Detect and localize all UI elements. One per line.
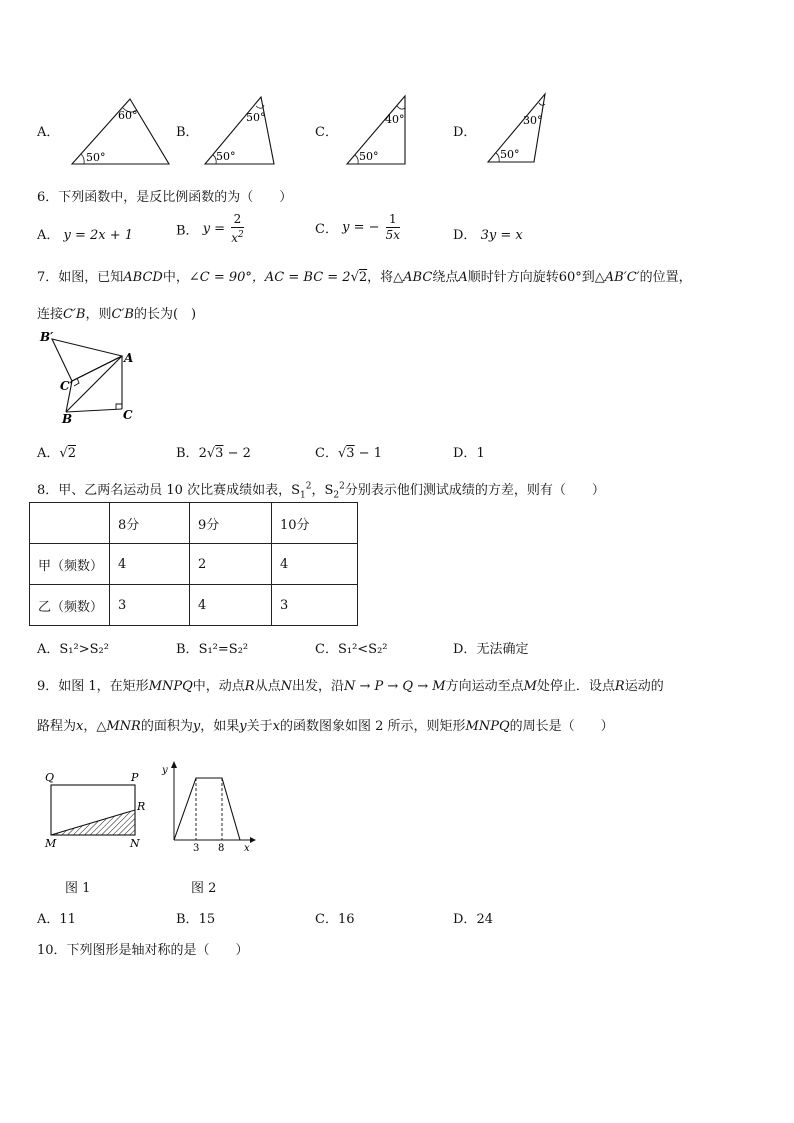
q5-c-angle-bottom: 50° xyxy=(359,150,379,163)
q9-fig2-y-label: y xyxy=(162,765,168,776)
q9-fig2-tick-8: 8 xyxy=(218,843,225,854)
q9-fig2-caption: 图 2 xyxy=(191,881,217,896)
q9-var: MNPQ xyxy=(148,679,193,694)
q9-text: 从点 xyxy=(254,679,281,694)
q6-c-denominator: 5x xyxy=(385,228,401,242)
q9-text: 关于 xyxy=(246,719,273,734)
q8-stem xyxy=(37,479,605,501)
q9-var: R xyxy=(614,679,625,694)
q9-var: y xyxy=(192,719,201,734)
q6-b-label: B． xyxy=(176,223,199,239)
q5-option-a-label[interactable]: A． xyxy=(37,125,60,140)
table-header-cell: 10分 xyxy=(272,503,358,544)
table-cell: 4 xyxy=(110,544,190,585)
q5-triangle-a xyxy=(66,95,176,167)
q9-fig2-x-label: x xyxy=(244,843,250,854)
q6-option-d[interactable] xyxy=(453,224,523,243)
q7-text: 的长为( ) xyxy=(133,307,197,322)
q9-a-value: 11 xyxy=(59,912,76,927)
q7-b-label: B． xyxy=(176,446,199,461)
q7-b-root: 3 xyxy=(215,446,224,461)
q9-fig1-m: M xyxy=(45,837,57,850)
q6-a-label: A． xyxy=(37,228,60,243)
table-cell: 2 xyxy=(190,544,272,585)
q7-text: 7．如图，已知 xyxy=(37,270,124,285)
q8-b-label: B． xyxy=(176,642,199,657)
q9-text: 的周长是（ ） xyxy=(509,719,614,734)
q6-c-numerator: 1 xyxy=(386,212,400,228)
q9-d-label: D． xyxy=(453,912,477,927)
q7-figure xyxy=(36,328,136,424)
q8-sub: 1 xyxy=(299,490,306,501)
q9-b-value: 15 xyxy=(198,912,216,927)
q7-seg: C′B xyxy=(63,307,86,322)
q7-option-c[interactable] xyxy=(315,442,382,461)
q7-c-root: 3 xyxy=(346,446,355,461)
q7-label-b-prime: B′ xyxy=(40,330,54,344)
q8-text: 分别表示他们测试成绩的方差，则有（ ） xyxy=(344,483,605,498)
q8-sub: 2 xyxy=(333,490,340,501)
q9-fig1-caption: 图 1 xyxy=(65,881,91,896)
q9-c-value: 16 xyxy=(337,912,355,927)
q9-var: x xyxy=(76,719,84,734)
q9-text: 中，动点 xyxy=(192,679,245,694)
q7-text: 的位置， xyxy=(639,270,692,285)
q6-d-expr: 3y = x xyxy=(480,228,523,243)
sqrt-icon: √ xyxy=(350,270,359,285)
q9-var: MNPQ xyxy=(465,719,510,734)
table-cell: 4 xyxy=(190,585,272,626)
q5-option-c-label[interactable]: C． xyxy=(315,125,338,140)
q8-option-b[interactable] xyxy=(176,638,248,657)
q9-fig1-p: P xyxy=(131,771,139,784)
q9-figure-2 xyxy=(160,760,260,854)
q9-option-d[interactable] xyxy=(453,908,493,927)
q7-text: 中， xyxy=(162,270,189,285)
q5-triangle-d xyxy=(484,91,554,165)
q7-option-d[interactable] xyxy=(453,442,485,461)
q9-fig1-n: N xyxy=(130,837,140,850)
q7-label-a: A xyxy=(124,351,134,365)
q9-c-label: C． xyxy=(315,912,338,927)
q7-angle-c: ∠C = 90°， xyxy=(188,270,265,285)
q7-a-root: 2 xyxy=(67,446,76,461)
q9-option-b[interactable] xyxy=(176,908,215,927)
sqrt-icon: √ xyxy=(206,446,216,461)
q7-label-c-prime: C′ xyxy=(60,379,73,393)
q8-b-text: S₁²=S₂² xyxy=(198,642,249,657)
table-cell: 4 xyxy=(272,544,358,585)
q6-option-a[interactable] xyxy=(37,224,133,243)
q6-d-label: D． xyxy=(453,228,477,243)
q7-text: 到 xyxy=(581,270,595,285)
q7-seg: C′B xyxy=(111,307,134,322)
q7-stem-line1 xyxy=(37,266,692,285)
q6-b-lhs: y = xyxy=(202,221,226,237)
q8-option-c[interactable] xyxy=(315,638,388,657)
q6-b-numerator: 2 xyxy=(231,212,244,228)
q5-b-angle-bottom: 50° xyxy=(216,150,236,163)
q7-option-b[interactable] xyxy=(176,442,251,461)
q7-a-label: A． xyxy=(37,446,60,461)
q7-stem-line2 xyxy=(37,303,196,322)
q9-var: R xyxy=(244,679,255,694)
q5-option-d-label[interactable]: D． xyxy=(453,125,477,140)
q7-root: 2 xyxy=(358,270,368,285)
q8-a-label: A． xyxy=(37,642,60,657)
q7-label-b: B xyxy=(62,412,73,424)
q7-point: A xyxy=(458,270,468,285)
q8-sup: 2 xyxy=(305,481,312,492)
q5-d-angle-top: 30° xyxy=(523,114,543,127)
table-row xyxy=(30,585,358,626)
q9-option-c[interactable] xyxy=(315,908,355,927)
table-header-row xyxy=(30,503,358,544)
q7-c-label: C． xyxy=(315,446,338,461)
table-header-cell: 8分 xyxy=(110,503,190,544)
q8-d-label: D． xyxy=(453,642,477,657)
q7-text: 顺时针方向旋转 xyxy=(467,270,559,285)
q6-c-lhs: y = − xyxy=(342,220,380,235)
q7-ac-bc: AC = BC = 2 xyxy=(264,270,351,285)
q7-b-post: − 2 xyxy=(227,446,251,461)
q5-b-angle-top: 50° xyxy=(246,111,266,124)
q8-d-text: 无法确定 xyxy=(476,642,529,657)
q10-stem: 10．下列图形是轴对称的是（ ） xyxy=(37,943,249,958)
q9-d-value: 24 xyxy=(476,912,493,927)
table-cell: 3 xyxy=(272,585,358,626)
q7-text: 连接 xyxy=(37,307,64,322)
q8-frequency-table xyxy=(29,502,358,626)
q9-fig2-tick-3: 3 xyxy=(193,843,200,854)
q9-figure-1 xyxy=(40,766,160,856)
q8-a-text: S₁²>S₂² xyxy=(59,642,109,657)
q9-b-label: B． xyxy=(176,912,199,927)
q7-var: ABCD xyxy=(123,270,163,285)
q9-a-label: A． xyxy=(37,912,60,927)
q6-b-fraction xyxy=(231,212,244,246)
q7-text: ，将 xyxy=(367,270,394,285)
q7-b-coef: 2 xyxy=(198,446,207,461)
q5-triangle-c xyxy=(343,94,413,166)
q6-b-den-exponent: 2 xyxy=(238,230,244,240)
q7-angle: 60° xyxy=(558,270,582,285)
q9-text: 方向运动至点 xyxy=(445,679,524,694)
q7-text: ，则 xyxy=(85,307,112,322)
q8-option-a[interactable] xyxy=(37,638,109,657)
q7-label-c: C xyxy=(123,408,133,422)
q9-option-a[interactable] xyxy=(37,908,76,927)
q9-var: x xyxy=(272,719,280,734)
q8-text: ，S xyxy=(311,483,334,498)
q9-fig1-r: R xyxy=(137,800,146,813)
table-cell: 甲（频数） xyxy=(30,544,110,585)
q9-text: 的面积为 xyxy=(140,719,193,734)
q9-fig1-q: Q xyxy=(45,771,55,784)
q9-text: ，如果 xyxy=(200,719,240,734)
sqrt-icon: √ xyxy=(337,446,347,461)
q5-option-b-label[interactable]: B． xyxy=(176,125,199,140)
q5-triangle-b xyxy=(202,94,282,166)
q6-a-expr: y = 2x + 1 xyxy=(63,228,134,243)
q6-option-b[interactable] xyxy=(176,212,246,246)
q7-tri2: △AB′C′ xyxy=(594,270,640,285)
q8-option-d[interactable] xyxy=(453,638,528,657)
q8-c-text: S₁²<S₂² xyxy=(337,642,388,657)
q9-text: 出发，沿 xyxy=(291,679,344,694)
q8-text: 8．甲、乙两名运动员 10 次比赛成绩如表，S xyxy=(37,483,300,498)
q6-stem: 6．下列函数中，是反比例函数的为（ ） xyxy=(37,190,293,205)
q7-option-a[interactable] xyxy=(37,442,76,461)
q5-a-angle-top: 60° xyxy=(118,109,138,122)
q9-text: 处停止．设点 xyxy=(536,679,615,694)
table-cell: 乙（频数） xyxy=(30,585,110,626)
q9-var: M xyxy=(523,679,537,694)
table-cell: 3 xyxy=(110,585,190,626)
q8-sup: 2 xyxy=(339,481,345,492)
q9-text: ， xyxy=(83,719,97,734)
q9-var: N xyxy=(280,679,292,694)
q5-d-angle-bottom: 50° xyxy=(500,148,520,161)
q7-d-value: 1 xyxy=(476,446,485,461)
q9-tri: △MNR xyxy=(96,719,141,734)
q9-text: 路程为 xyxy=(37,719,77,734)
q9-text: 运动的 xyxy=(624,679,664,694)
q6-c-fraction xyxy=(386,212,400,243)
q9-text: 9．如图 1，在矩形 xyxy=(37,679,149,694)
q8-c-label: C． xyxy=(315,642,338,657)
q9-var: y xyxy=(239,719,247,734)
q9-path: N → P → Q → M xyxy=(344,679,446,694)
q6-b-denominator: x xyxy=(231,231,238,245)
table-header-cell: 9分 xyxy=(190,503,272,544)
q6-c-label: C． xyxy=(315,222,338,237)
q9-stem-line2 xyxy=(37,715,614,734)
q5-a-angle-bottom: 50° xyxy=(86,151,106,164)
q6-option-c[interactable] xyxy=(315,212,402,243)
table-row xyxy=(30,544,358,585)
sqrt-icon: √ xyxy=(59,446,68,461)
q7-c-post: − 1 xyxy=(358,446,382,461)
q9-text: 的函数图象如图 2 所示，则矩形 xyxy=(279,719,466,734)
q7-text: 绕点 xyxy=(432,270,459,285)
table-header-cell xyxy=(30,503,110,544)
q9-stem-line1 xyxy=(37,675,664,694)
q7-d-label: D． xyxy=(453,446,477,461)
q7-tri: △ABC xyxy=(393,270,433,285)
q5-c-angle-top: 40° xyxy=(385,113,405,126)
